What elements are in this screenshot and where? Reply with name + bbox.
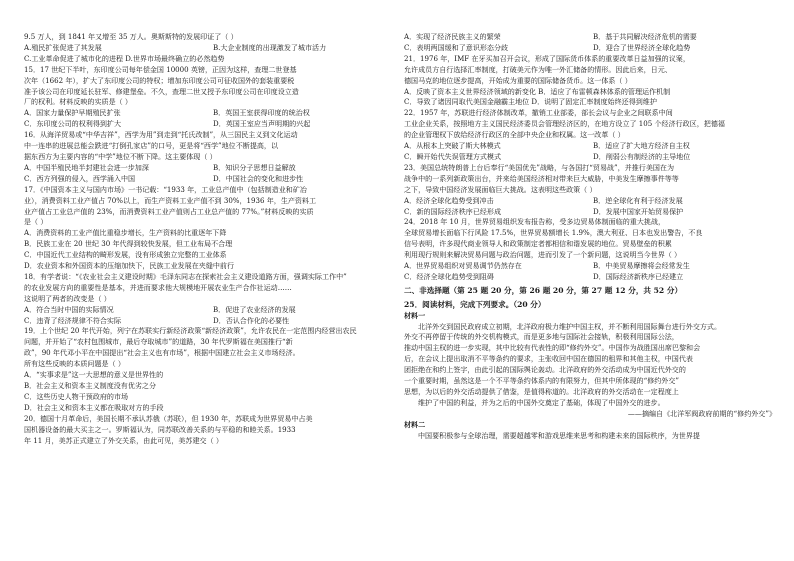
text-line: 9.5 万人，到 1841 年又增至 35 万人。奥斯斯特的发展印证了（ ） [24, 32, 238, 41]
text-line: 思想，为以后的外交活动提供了借鉴，是值得称道的。北洋政府的外交活动在一定程度上 [404, 387, 679, 396]
text-line: 推动中国主权的进一步实现，其中比较有代表性的即“修约外交”。中国作为战胜国出席巴黎和会 [404, 343, 701, 353]
option-row [404, 32, 782, 43]
option-left: C．东印度公司的权利得到扩大 [24, 119, 122, 129]
text-line: 维护了中国的利益，并为之后的中国外交奠定了基础，体现了中国外交的进步。 [418, 397, 665, 407]
text-line: 一个重要时期，虽然这是一个不平等条约体系内的有限努力，但其中所体现的“修约外交” [404, 376, 679, 386]
text-line: 所有这些反映的本质问题是（ ） [24, 359, 125, 369]
option-right: B．逆全球化有利于经济发展 [593, 195, 683, 205]
option-row [404, 272, 782, 283]
option-left: C．新的国际经济秩序已经形成 [404, 206, 502, 216]
text-line: D．社会主义和资本主义都在吸取对方的手段 [24, 402, 164, 412]
text-line: 年 11 月，美苏正式建立了外交关系，由此可见，美苏建交（ ） [24, 435, 223, 445]
option-right: D．否认合作化的必要性 [213, 315, 290, 325]
option-row [24, 174, 402, 185]
section-heading: 25．阅读材料，完成下列要求。（20 分） [404, 299, 546, 309]
left-column [24, 32, 402, 446]
text-line: 中一连串的进展总能会跌进“打倒孔家店”的口号，更是将“西学”地位不断提高，以 [24, 141, 279, 151]
text-line: C．导致了诸因同取代美国金融霸主地位 D．说明了固定汇率制度始终还得到维护 [404, 97, 657, 107]
text-line: A．“实事求是”这一大思想的意义是世界性的 [24, 370, 164, 380]
text-line: 这说明了两者的改变是（ ） [24, 293, 111, 303]
text-line: 准予该公司在印度延长驻军、修建堡垒。不久，查理二世又授予东印度公司在印度设立造 [24, 86, 299, 96]
text-line: 次年（1662 年），扩大了东印度公司的特权；增加东印度公司可征收国外的套装重要税 [24, 75, 295, 85]
option-right: D．发展中国家开始贸易保护 [593, 206, 684, 216]
text-line: 22．1957 年，苏联进行经济体制改革，撤销工业部委，部长会议与企业之间联系中间 [404, 108, 673, 118]
option-row [404, 152, 782, 163]
option-row [404, 43, 782, 54]
text-line: 23．美国总统特朗普上台后奉行“美国优先”战略，与各国打“贸易战”，并推行美国在为 [404, 162, 675, 172]
text-line: A．反映了资本主义世界经济领域的新变化 B．适应了布雷顿森林体系的管理运作机制 [404, 86, 671, 96]
text-line: 之下，导致中国经济发展面临巨大挑战。这表明这些政策（ ） [404, 184, 597, 194]
option-left: A．符合当时中国的实际情况 [24, 304, 114, 314]
text-line: 利用现行规则来解决贸易问题与政治问题，进而引发了一个新问题，这说明当今世界（ ） [404, 250, 682, 260]
text-line: 厂的权利。材料反映的实质是（ ） [24, 97, 132, 107]
option-right: D．英国王室应当声明期的兴起 [213, 119, 311, 129]
option-right: B．知识分子思想日益解放 [213, 162, 296, 172]
text-line: B．民族工业在 20 世纪 30 年代得到较快发展，但工业布局不合理 [24, 239, 233, 249]
text-line: C．中国近代工业结构的畸形发展，没有形成独立完整的工业体系 [24, 250, 227, 260]
text-line: 中国要积极参与全球治理，需要超越零和游戏思维来思考和构建未来的国际秩序，为世界提 [418, 430, 700, 440]
text-line: 的企业管理权下放给经济行政区的全部中央企业和权属。这一改革（ ） [404, 130, 625, 140]
option-right: D．迎合了世界经济全球化趋势 [593, 42, 691, 52]
option-row [24, 316, 402, 327]
text-line: 德国马克的地位逐步提高，开始成为重要的国际储备货币。这一体系（ ） [404, 75, 632, 85]
text-line: 战争中的一系列新政策出台，并来给美国经济相对带来巨大威胁，中美发生摩擦事件等等 [404, 173, 679, 183]
option-left: C．违背了经济规律不符合实际 [24, 315, 122, 325]
right-column [404, 32, 782, 442]
option-right: B．中美贸易摩擦将会经常发生 [593, 261, 690, 271]
text-line: 据东西方为主要内容的“中学”地位不断下降。这主要体现（ ） [24, 151, 217, 161]
option-row [24, 119, 402, 130]
option-right: B．基于共同解决经济危机的需要 [593, 32, 697, 41]
option-right: B．英国王室获得印度的统治权 [213, 108, 310, 118]
text-line: 17．《中国资本主义与国内市场》一书记载：“1933 年，工业总产值中（包括制造业和矿冶 [24, 184, 307, 194]
option-row [404, 207, 782, 218]
section-heading: 二、非选择题（第 25 题 20 分，第 26 题 20 分，第 27 题 12 分，共 52 分） [404, 285, 683, 295]
option-row [404, 261, 782, 272]
text-line: 的农业发展方向的重要性是基本，并进而要求他大规模地开展农业生产合作社运动…… [24, 282, 292, 292]
text-line: 19．上个世纪 20 年代开始，列宁在苏联实行新经济政策“新经济政策”，允许农民在一定范围内经营出农民 [24, 326, 357, 336]
option-right: B.大企业制度的出现激发了城市活力 [213, 42, 327, 52]
text-line: 21．1976 年，IMF 在牙买加召开会议，形成了国际货币体系的重要改革日益加强的议案， [404, 53, 690, 63]
text-line: 后，在会议上提出取消不平等条约的要求，主张收回中国在德国的租界和其他主权，中国代表 [404, 354, 693, 364]
text-line: 国机器设备的最大买主之一。罗斯福认为，同苏联改善关系的与平稳的和睦关系。1933 [24, 424, 296, 434]
option-row [24, 163, 402, 174]
option-right: D．国际经济新秩序已经建立 [593, 271, 684, 281]
option-right: D．削弱公有制经济的主导地位 [593, 151, 691, 161]
option-left: C．表明两国缓和了意识形态分歧 [404, 42, 509, 52]
option-row [24, 305, 402, 316]
text-line: 业产值占工业总产值的 23%，而消费资料工业产值则占工业总产值的 77%。”材料反映的实质 [24, 206, 314, 216]
text-line: 16．从海洋贸易或“中华吉祥”，西学为用”到走到“托氏改制”，从三国民主义到文化运动 [24, 130, 298, 140]
source-citation: ——摘编自《北洋军阀政府前期的“修约外交”》 [627, 408, 776, 418]
option-left: C．西方列强的侵入，西学涌入中国 [24, 173, 136, 183]
option-row [24, 108, 402, 119]
text-line: C.工业革命促进了城市化的进程 D.世界市场最终确立的必然趋势 [24, 53, 225, 63]
option-left: A．中国半殖民地半封建社会进一步加深 [24, 162, 149, 172]
option-left: C．经济全球化趋势受到阻碍 [404, 271, 494, 281]
material-label: 材料二 [404, 419, 426, 429]
option-left: A.殖民扩张促进了其发展 [24, 42, 102, 52]
text-line: 北洋外交到国民政府成立初期，北洋政府极力维护中国主权，并不断利用国际舞台进行外交方式。 [418, 321, 722, 331]
material-label: 材料一 [404, 310, 426, 320]
text-line: C．这些历史人物干预政府的市场 [24, 391, 129, 401]
option-row [404, 196, 782, 207]
option-right: D．中国社会的变化和进步性 [213, 173, 304, 183]
text-line: 允许成员方自行选择汇率制度，打破美元作为唯一外汇储备的情形。因此后来，日元、 [404, 64, 672, 74]
option-right: B．促进了农业经济的发展 [213, 304, 296, 314]
text-line: 信号表明，许多现代商业领导人和政策制定者都相信和谐发展的地位。贸易壁垒的积累 [404, 239, 672, 249]
option-left: A．从根本上突破了斯大林模式 [404, 141, 501, 151]
text-line: 政”，90 年代邓小平在中国提出“社会主义也有市场”，根据中国建立社会主义市场经济。 [24, 348, 300, 358]
option-right: B．适应了扩大地方经济自主权 [593, 141, 690, 151]
text-line: B．社会主义和资本主义制度没有优劣之分 [24, 381, 157, 390]
text-line: 15．17 世纪下半叶，东印度公司每年偿金国 10000 英镑，正因为这样，查理二世登基 [24, 64, 297, 74]
text-line: 24．2018 年 10 月，世界贸易组织发布报告称，受多边贸易体制面临的重大挑战， [404, 217, 666, 227]
option-row [404, 141, 782, 152]
option-left: A．经济全球化趋势受到冲击 [404, 195, 494, 205]
text-line: 外交不再停留于传统的外交机构模式，而是更多地与国际社会接轨，积极利用国际公法， [404, 332, 679, 342]
option-left: C．瞬开始代失误管理方式模式 [404, 151, 502, 161]
text-line: 20．德国十月革命后，美国长期不承认苏俄（苏联），但 1930 年，苏联成为世界贸易中占美 [24, 413, 313, 423]
text-line: 18．有学者说：“《农业社会主义建设时期》毛泽东同志在探索社会主义建设道路方面，强调实际工作中” [24, 271, 347, 281]
text-line: A．消费资料的工业产值比重稳步增长，生产资料的比重逐年下降 [24, 228, 227, 238]
option-left: A．国家力量保护早期殖民扩张 [24, 108, 121, 118]
text-line: 全球贸易增长面临下行风险 17.5%，世界贸易额增长 1.9%，澳大利亚、日本也发出警告，不良 [404, 228, 703, 238]
text-line: 团拒绝在和约上签字，由此引起的国际舆论轰动。北洋政府的外交活动成为中国近代外交的 [404, 365, 686, 375]
option-left: A．实现了经济民族主义的繁荣 [404, 32, 501, 41]
text-line: D．农业资本和外国资本的压缩加快下，民族工业发展在夹缝中前行 [24, 261, 235, 271]
option-left: A．世界贸易组织对贸易调节仍然存在 [404, 261, 522, 271]
text-line: 问题，并开始了“农村包围城市，最后夺取城市”的道路，30 年代罗斯福在美国推行“新 [24, 337, 293, 347]
text-line: 工业企业关系，按照地方主义国民经济委员会管理经济区的，在地方设立了 105 个经济行政区，把德福 [404, 119, 725, 129]
option-row [24, 43, 402, 54]
text-line: 是（ ） [24, 217, 48, 227]
text-line: 业），消费资料工业产值占 70%以上，而生产资料工业产值不到 30%，1936 年，生产资料工 [24, 195, 317, 205]
